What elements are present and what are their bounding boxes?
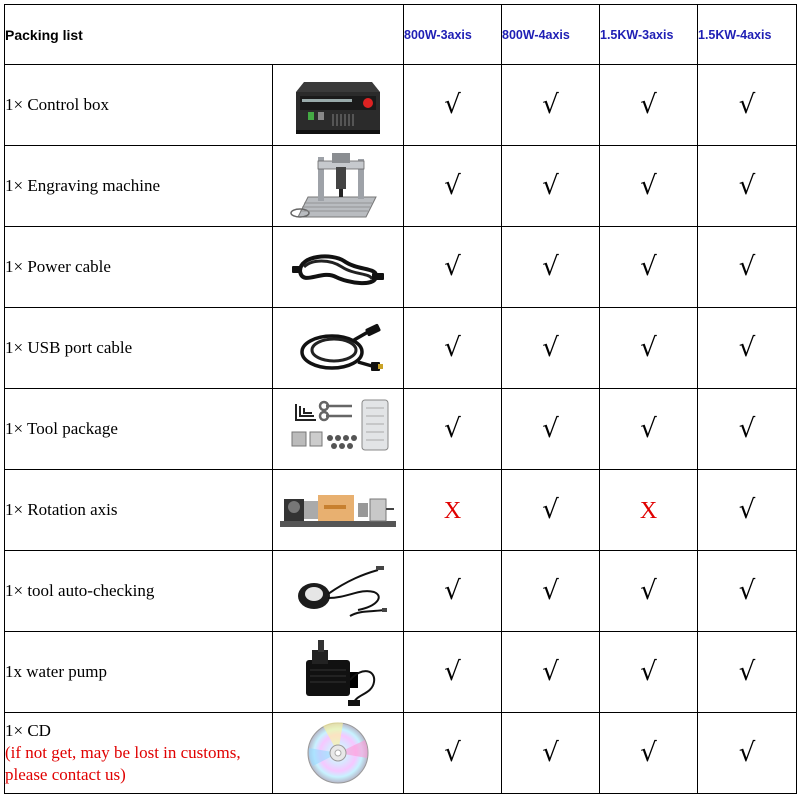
table-row <box>5 551 797 632</box>
check-mark-icon: √ <box>738 495 756 525</box>
availability-cell <box>502 551 600 632</box>
check-mark-icon: √ <box>640 576 657 606</box>
availability-cell <box>698 389 797 470</box>
item-label <box>5 632 273 713</box>
check-mark-icon: √ <box>640 738 657 768</box>
check-mark-icon: √ <box>444 90 461 120</box>
model-header-2: 800W-4axis <box>502 5 600 65</box>
availability-cell <box>404 470 502 551</box>
check-mark-icon: √ <box>640 414 657 444</box>
table-row <box>5 470 797 551</box>
check-mark-icon: √ <box>542 657 559 687</box>
check-mark-icon: √ <box>444 333 461 363</box>
item-label <box>5 308 273 389</box>
tool-package-image <box>273 389 404 470</box>
item-label <box>5 389 273 470</box>
check-mark-icon: √ <box>738 333 756 363</box>
availability-cell <box>698 65 797 146</box>
check-mark-icon: √ <box>738 738 756 768</box>
item-label-text: 1× Rotation axis <box>5 500 118 519</box>
check-mark-icon: √ <box>738 90 756 120</box>
check-mark-icon: √ <box>444 576 461 606</box>
table-row <box>5 65 797 146</box>
table-row <box>5 389 797 470</box>
model-header-4: 1.5KW-4axis <box>698 5 797 65</box>
check-mark-icon: √ <box>738 252 756 282</box>
availability-cell <box>404 146 502 227</box>
availability-cell <box>600 389 698 470</box>
availability-cell <box>404 389 502 470</box>
cd-image <box>273 713 404 794</box>
usb-cable-image <box>273 308 404 389</box>
availability-cell <box>502 632 600 713</box>
availability-cell <box>698 713 797 794</box>
check-mark-icon: √ <box>542 414 559 444</box>
check-mark-icon: √ <box>738 576 756 606</box>
availability-cell <box>502 227 600 308</box>
check-mark-icon: √ <box>444 252 461 282</box>
cross-mark-icon: X <box>443 498 462 524</box>
check-mark-icon: √ <box>444 171 461 201</box>
check-mark-icon: √ <box>640 657 657 687</box>
tool-sensor-image <box>273 551 404 632</box>
check-mark-icon: √ <box>542 738 559 768</box>
item-label <box>5 146 273 227</box>
header-row <box>5 5 797 65</box>
table-row <box>5 713 797 794</box>
availability-cell <box>600 65 698 146</box>
item-label <box>5 65 273 146</box>
item-label <box>5 551 273 632</box>
availability-cell <box>600 146 698 227</box>
customs-note: (if not get, may be lost in customs, please contact us) <box>5 743 241 784</box>
model-header-1: 800W-3axis <box>404 5 502 65</box>
availability-cell <box>404 227 502 308</box>
availability-cell <box>502 146 600 227</box>
availability-cell <box>698 632 797 713</box>
availability-cell <box>502 65 600 146</box>
availability-cell <box>404 308 502 389</box>
packing-list-table <box>4 4 797 794</box>
engraving-machine-image <box>273 146 404 227</box>
table-row <box>5 146 797 227</box>
check-mark-icon: √ <box>738 657 756 687</box>
availability-cell <box>600 632 698 713</box>
item-label-text: 1× tool auto-checking <box>5 581 155 600</box>
table-row <box>5 308 797 389</box>
availability-cell <box>698 551 797 632</box>
availability-cell <box>600 227 698 308</box>
check-mark-icon: √ <box>542 495 559 525</box>
check-mark-icon: √ <box>444 414 461 444</box>
model-header-3: 1.5KW-3axis <box>600 5 698 65</box>
item-label <box>5 227 273 308</box>
power-cable-image <box>273 227 404 308</box>
availability-cell <box>698 146 797 227</box>
availability-cell <box>502 389 600 470</box>
availability-cell <box>600 308 698 389</box>
check-mark-icon: √ <box>738 171 756 201</box>
item-label <box>5 470 273 551</box>
cross-mark-icon: X <box>639 498 658 524</box>
availability-cell <box>404 632 502 713</box>
table-row <box>5 227 797 308</box>
availability-cell <box>502 713 600 794</box>
item-label-text: 1× Control box <box>5 95 110 114</box>
availability-cell <box>698 227 797 308</box>
check-mark-icon: √ <box>640 171 657 201</box>
availability-cell <box>404 713 502 794</box>
item-label-text: 1× Engraving machine <box>5 176 160 195</box>
availability-cell <box>404 65 502 146</box>
availability-cell <box>600 551 698 632</box>
check-mark-icon: √ <box>640 252 657 282</box>
control-box-image <box>273 65 404 146</box>
availability-cell <box>404 551 502 632</box>
item-label-text: 1x water pump <box>5 662 107 681</box>
item-label-text: 1× Tool package <box>5 419 118 438</box>
availability-cell <box>600 470 698 551</box>
check-mark-icon: √ <box>542 252 559 282</box>
check-mark-icon: √ <box>542 576 559 606</box>
check-mark-icon: √ <box>444 657 461 687</box>
packing-list-title: Packing list <box>5 5 404 65</box>
item-label-text: 1× Power cable <box>5 257 111 276</box>
item-label <box>5 713 273 794</box>
check-mark-icon: √ <box>640 90 657 120</box>
check-mark-icon: √ <box>542 90 559 120</box>
availability-cell <box>600 713 698 794</box>
availability-cell <box>502 470 600 551</box>
availability-cell <box>502 308 600 389</box>
check-mark-icon: √ <box>542 333 559 363</box>
water-pump-image <box>273 632 404 713</box>
rotation-axis-image <box>273 470 404 551</box>
table-row <box>5 632 797 713</box>
availability-cell <box>698 308 797 389</box>
check-mark-icon: √ <box>738 414 756 444</box>
item-label-text: 1× CD <box>5 721 51 740</box>
check-mark-icon: √ <box>542 171 559 201</box>
check-mark-icon: √ <box>444 738 461 768</box>
availability-cell <box>698 470 797 551</box>
check-mark-icon: √ <box>640 333 657 363</box>
item-label-text: 1× USB port cable <box>5 338 133 357</box>
